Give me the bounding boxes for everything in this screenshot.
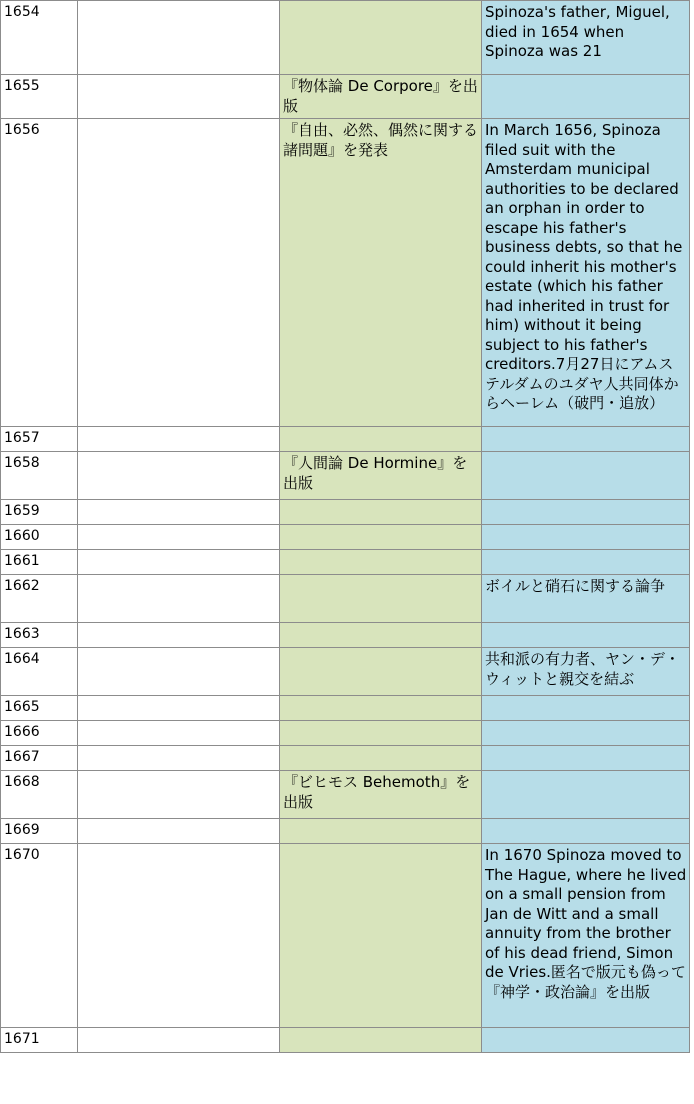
- spinoza-event-cell[interactable]: [482, 525, 690, 550]
- spinoza-event-cell[interactable]: [482, 550, 690, 575]
- year-cell[interactable]: 1665: [1, 696, 78, 721]
- hobbes-work-cell[interactable]: [280, 575, 482, 623]
- table-row: [1, 819, 690, 844]
- year-cell[interactable]: 1660: [1, 525, 78, 550]
- blank-cell[interactable]: [78, 844, 280, 1028]
- year-cell[interactable]: 1659: [1, 500, 78, 525]
- year-cell[interactable]: 1655: [1, 75, 78, 119]
- spinoza-event-cell[interactable]: [482, 746, 690, 771]
- blank-cell[interactable]: [78, 75, 280, 119]
- hobbes-work-cell[interactable]: [280, 1028, 482, 1053]
- table-row: [1, 721, 690, 746]
- table-row: [1, 575, 690, 623]
- table-row: [1, 1, 690, 75]
- blank-cell[interactable]: [78, 427, 280, 452]
- spinoza-event-cell[interactable]: ボイルと硝石に関する論争: [482, 575, 690, 623]
- blank-cell[interactable]: [78, 1028, 280, 1053]
- spinoza-event-cell[interactable]: [482, 721, 690, 746]
- table-row: [1, 696, 690, 721]
- hobbes-work-cell[interactable]: [280, 746, 482, 771]
- table-row: [1, 844, 690, 1028]
- hobbes-work-cell[interactable]: [280, 1, 482, 75]
- year-cell[interactable]: 1656: [1, 119, 78, 427]
- year-cell[interactable]: 1663: [1, 623, 78, 648]
- hobbes-work-cell[interactable]: 『自由、必然、偶然に関する諸問題』を発表: [280, 119, 482, 427]
- blank-cell[interactable]: [78, 119, 280, 427]
- spreadsheet-body: [1, 1, 690, 1053]
- spinoza-event-cell[interactable]: In March 1656, Spinoza filed suit with the Amsterdam municipal authorities to be declared an orphan in order to escape his father's business debts, so that he could inherit his mother's estate (which his father had inherited in trust for him) without it being subject to his father's creditors.7月27日にアムステルダムのユダヤ人共同体からヘーレム（破門・追放）: [482, 119, 690, 427]
- year-cell[interactable]: 1667: [1, 746, 78, 771]
- table-row: [1, 525, 690, 550]
- year-cell[interactable]: 1671: [1, 1028, 78, 1053]
- spinoza-event-cell[interactable]: In 1670 Spinoza moved to The Hague, where he lived on a small pension from Jan de Witt and a small annuity from the brother of his dead friend, Simon de Vries.匿名で版元も偽って『神学・政治論』を出版: [482, 844, 690, 1028]
- table-row: [1, 75, 690, 119]
- spinoza-event-cell[interactable]: [482, 500, 690, 525]
- hobbes-work-cell[interactable]: 『物体論 De Corpore』を出版: [280, 75, 482, 119]
- year-cell[interactable]: 1670: [1, 844, 78, 1028]
- hobbes-work-cell[interactable]: [280, 721, 482, 746]
- spinoza-event-cell[interactable]: [482, 819, 690, 844]
- blank-cell[interactable]: [78, 819, 280, 844]
- year-cell[interactable]: 1657: [1, 427, 78, 452]
- spinoza-event-cell[interactable]: [482, 427, 690, 452]
- spinoza-event-cell[interactable]: Spinoza's father, Miguel, died in 1654 when Spinoza was 21: [482, 1, 690, 75]
- table-row: [1, 119, 690, 427]
- blank-cell[interactable]: [78, 771, 280, 819]
- table-row: [1, 648, 690, 696]
- spinoza-event-cell[interactable]: [482, 1028, 690, 1053]
- year-cell[interactable]: 1669: [1, 819, 78, 844]
- blank-cell[interactable]: [78, 746, 280, 771]
- blank-cell[interactable]: [78, 575, 280, 623]
- table-row: [1, 771, 690, 819]
- year-cell[interactable]: 1664: [1, 648, 78, 696]
- blank-cell[interactable]: [78, 525, 280, 550]
- hobbes-work-cell[interactable]: [280, 819, 482, 844]
- table-row: [1, 550, 690, 575]
- blank-cell[interactable]: [78, 500, 280, 525]
- table-row: [1, 452, 690, 500]
- hobbes-work-cell[interactable]: [280, 648, 482, 696]
- hobbes-work-cell[interactable]: [280, 500, 482, 525]
- spinoza-event-cell[interactable]: [482, 696, 690, 721]
- hobbes-work-cell[interactable]: [280, 844, 482, 1028]
- table-row: [1, 500, 690, 525]
- spinoza-event-cell[interactable]: [482, 623, 690, 648]
- spinoza-event-cell[interactable]: [482, 75, 690, 119]
- hobbes-work-cell[interactable]: 『人間論 De Hormine』を出版: [280, 452, 482, 500]
- year-cell[interactable]: 1654: [1, 1, 78, 75]
- blank-cell[interactable]: [78, 623, 280, 648]
- hobbes-work-cell[interactable]: [280, 550, 482, 575]
- year-cell[interactable]: 1658: [1, 452, 78, 500]
- spinoza-event-cell[interactable]: [482, 771, 690, 819]
- table-row: [1, 746, 690, 771]
- hobbes-work-cell[interactable]: [280, 696, 482, 721]
- blank-cell[interactable]: [78, 721, 280, 746]
- year-cell[interactable]: 1668: [1, 771, 78, 819]
- table-row: [1, 1028, 690, 1053]
- year-cell[interactable]: 1666: [1, 721, 78, 746]
- year-cell[interactable]: 1662: [1, 575, 78, 623]
- table-row: [1, 427, 690, 452]
- hobbes-work-cell[interactable]: [280, 427, 482, 452]
- hobbes-work-cell[interactable]: [280, 525, 482, 550]
- table-row: [1, 623, 690, 648]
- blank-cell[interactable]: [78, 452, 280, 500]
- blank-cell[interactable]: [78, 550, 280, 575]
- hobbes-work-cell[interactable]: 『ビヒモス Behemoth』を出版: [280, 771, 482, 819]
- blank-cell[interactable]: [78, 648, 280, 696]
- blank-cell[interactable]: [78, 1, 280, 75]
- spinoza-event-cell[interactable]: [482, 452, 690, 500]
- spinoza-event-cell[interactable]: 共和派の有力者、ヤン・デ・ウィットと親交を結ぶ: [482, 648, 690, 696]
- hobbes-work-cell[interactable]: [280, 623, 482, 648]
- year-cell[interactable]: 1661: [1, 550, 78, 575]
- blank-cell[interactable]: [78, 696, 280, 721]
